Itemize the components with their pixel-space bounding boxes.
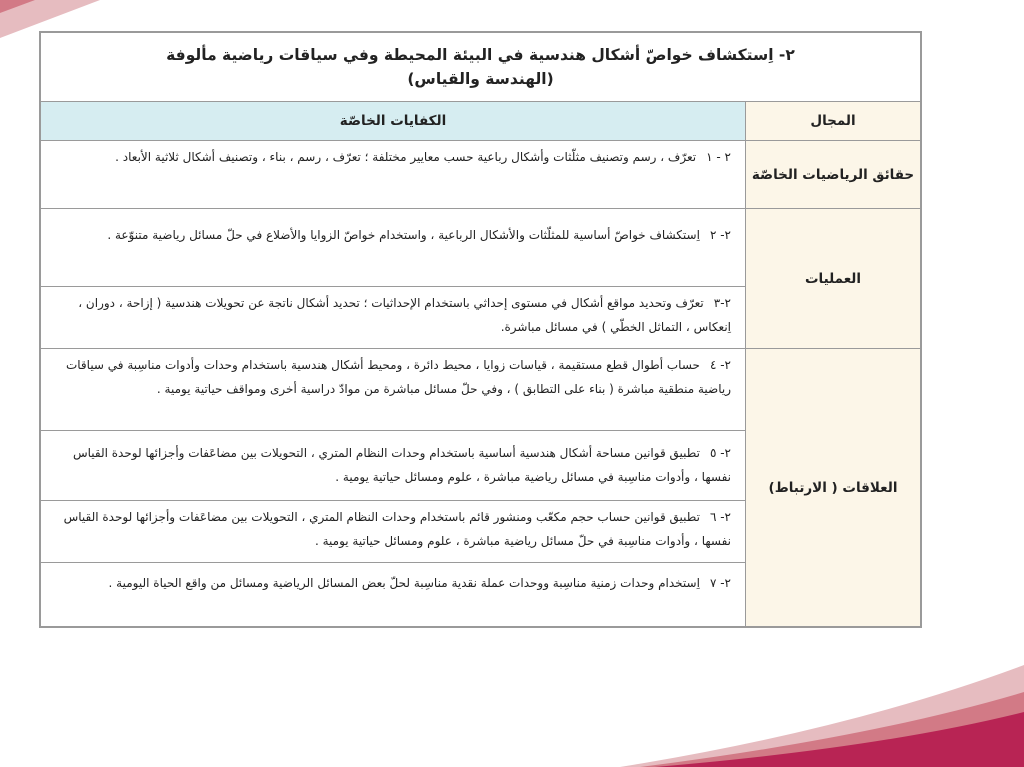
- competency-cell: [41, 209, 746, 287]
- header-row: [41, 102, 921, 141]
- competency-number: ٢-٣: [713, 296, 731, 310]
- competency-cell: [41, 563, 746, 627]
- table-row: [41, 141, 921, 209]
- top-left-swoosh-dark: [0, 0, 35, 13]
- competency-number: ٢- ٥: [709, 446, 731, 460]
- header-competencies: الكفايات الخاصّة: [41, 102, 746, 141]
- title-line-2: (الهندسة والقياس): [407, 70, 554, 88]
- competency-text: حساب أطوال قطع مستقيمة ، قياسات زوايا ، محيط دائرة ، ومحيط أشكال هندسية باستخدام وحدات وأدوات مناسِبة في سياقات رياضية منطقية مباشرة ( بناء على التطابق ) ، وفي حلّ مسائل مباشرة من موادّ دراسية أخرى ومواقف حياتية يومية .: [65, 358, 731, 396]
- header-domain: المجال: [746, 102, 921, 141]
- competency-text: تعرّف ، رسم وتصنيف مثلّثات وأشكال رباعية حسب معايير مختلفة ؛ تعرّف ، رسم ، بناء ، وتصنيف أشكال ثلاثية الأبعاد .: [115, 150, 697, 164]
- title-line-1: ٢- اِستكشاف خواصّ أشكال هندسية في البيئة المحيطة وفي سياقات رياضية مألوفة: [166, 46, 795, 64]
- competency-text: اِستخدام وحدات زمنية مناسِبة ووحدات عملة نقدية مناسِبة لحلّ بعض المسائل الرياضية ومسائل من واقع الحياة اليومية .: [108, 576, 700, 590]
- competency-cell: [41, 287, 746, 349]
- table-row: [41, 209, 921, 287]
- competency-cell: [41, 349, 746, 431]
- competency-cell: [41, 141, 746, 209]
- competency-number: ٢- ٦: [709, 510, 731, 524]
- competencies-table: [39, 31, 922, 628]
- bottom-right-swoosh-mid: [640, 692, 1024, 767]
- domain-facts: حقائق الرياضيات الخاصّة: [746, 141, 921, 209]
- table-title: [41, 33, 921, 102]
- domain-operations: العمليات: [746, 209, 921, 349]
- competency-cell: [41, 501, 746, 563]
- bottom-right-swoosh-light: [620, 665, 1024, 767]
- title-row: [41, 33, 921, 102]
- competency-number: ٢- ٤: [709, 358, 731, 372]
- competency-text: اِستكشاف خواصّ أساسية للمثلّثات والأشكال الرباعية ، واستخدام خواصّ الزوايا والأضلاع في حلّ مسائل رياضية متنوّعة .: [107, 228, 700, 242]
- bottom-right-swoosh-dark: [655, 712, 1024, 767]
- table-row: [41, 349, 921, 431]
- competency-text: تعرّف وتحديد مواقع أشكال في مستوى إحداثي باستخدام الإحداثيات ؛ تحديد أشكال ناتجة عن تحويلات هندسية ( إزاحة ، دوران ، اِنعكاس ، التماثل الخطّي ) في مسائل مباشرة.: [78, 296, 731, 334]
- domain-relations: العلاقات ( الارتباط): [746, 349, 921, 627]
- competency-text: تطبيق قوانين حساب حجم مكعّب ومنشور قائم باستخدام وحدات النظام المتري ، التحويلات بين مضاعَفات وأجزائها لوحدة القياس نفسها ، وأدوات مناسِبة في حلّ مسائل رياضية مباشرة ، علوم ومسائل حياتية يومية .: [63, 510, 731, 548]
- competency-number: ٢ - ١: [706, 150, 731, 164]
- competency-number: ٢- ٧: [709, 576, 731, 590]
- competency-cell: [41, 431, 746, 501]
- competency-number: ٢- ٢: [709, 228, 731, 242]
- competency-text: تطبيق قوانين مساحة أشكال هندسية أساسية باستخدام وحدات النظام المتري ، التحويلات بين مضاعَفات وأجزائها لوحدة القياس نفسها ، وأدوات مناسِبة في مسائل رياضية مباشرة ، علوم ومسائل حياتية يومية .: [72, 446, 731, 484]
